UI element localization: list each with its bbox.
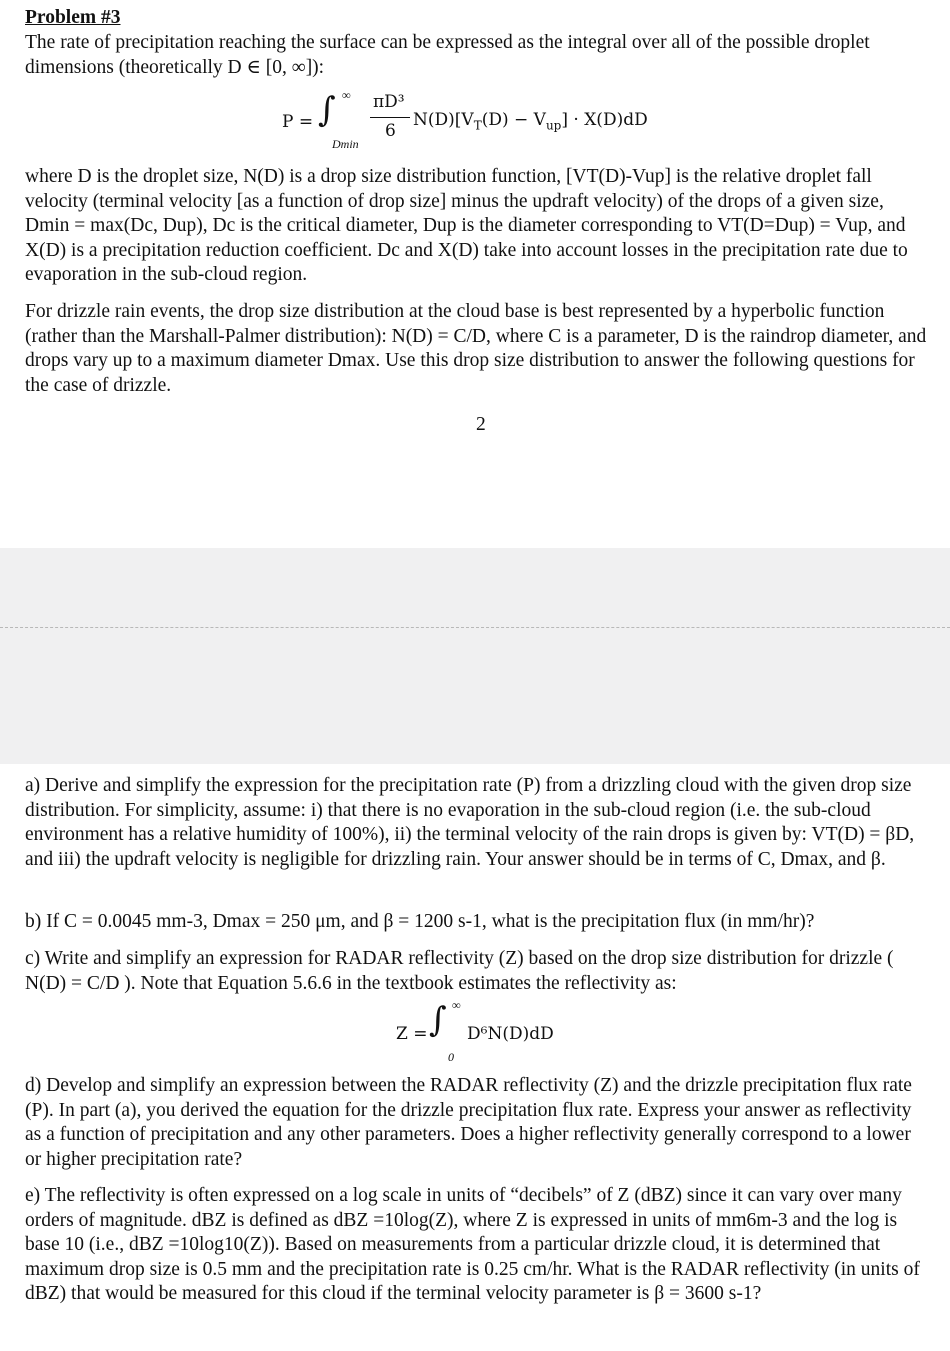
page-number: 2 (476, 414, 486, 435)
document-page-2 (0, 764, 950, 1351)
eq2-body: D⁶N(D)dD (467, 1024, 554, 1044)
eq1-body: $N(D)[V_T(D) - V_{up}] \cdot X(D)dD$ (413, 110, 648, 133)
page-break-line (0, 627, 950, 628)
document-page-1 (0, 0, 950, 548)
integral-sign-2: ∫ (429, 1000, 447, 1040)
eq1-lower-limit: Dmin (332, 137, 359, 151)
eq1-lhs: P = (282, 112, 314, 132)
intro-paragraph: The rate of precipitation reaching the surface can be expressed as the integral over all of the possible droplet dimensions (theoretically D ∈ [0, ∞]): (25, 32, 870, 78)
question-e: e) The reflectivity is often expressed on a log scale in units of “decibels” of Z (dBZ) since it can vary over many orders of magnitude. dBZ is defined as dBZ =10log(Z), where Z is expressed in units of mm6m-3 and the log is base 10 (i.e., dBZ =10log10(Z)). Based on measurements from a particular drizzle cloud, it is determined that maximum drop size is 0.5 mm and the precipitation rate is 0.25 cm/hr. What is the RADAR reflectivity (in units of dBZ) that would be measured for this cloud if the terminal velocity parameter is β = 3600 s-1? (25, 1185, 920, 1305)
eq1-numerator: πD³ (373, 92, 405, 112)
eq1-denominator: 6 (385, 121, 396, 141)
question-b: b) If C = 0.0045 mm-3, Dmax = 250 μm, and β = 1200 s-1, what is the precipitation flux (in mm/hr)? (25, 911, 815, 932)
problem-title: Problem #3 (25, 7, 121, 28)
eq2-upper-limit: ∞ (452, 998, 461, 1012)
drizzle-paragraph: For drizzle rain events, the drop size distribution at the cloud base is best represented by a hyperbolic function (rather than the Marshall-Palmer distribution): N(D) = C/D, where C is a parameter, D is the raindrop diameter, and drops vary up to a maximum diameter Dmax. Use this drop size distribution to answer the following questions for the case of drizzle. (25, 301, 927, 396)
eq1-upper-limit: ∞ (342, 88, 351, 102)
eq1-fraction-bar (370, 117, 410, 118)
definitions-paragraph: where D is the droplet size, N(D) is a drop size distribution function, [VT(D)-Vup] is the relative droplet fall velocity (terminal velocity [as a function of drop size] minus the updraft velocity) of the drops of a given size, Dmin = max(Dc, Dup), Dc is the critical diameter, Dup is the diameter corresponding to VT(D=Dup) = Vup, and X(D) is a precipitation reduction coefficient. Dc and X(D) take into account losses in the precipitation rate due to evaporation in the sub-cloud region. (25, 166, 908, 286)
page-gap (0, 548, 950, 764)
eq2-lower-limit: 0 (448, 1050, 454, 1064)
eq2-lhs: Z = (396, 1024, 428, 1044)
question-c: c) Write and simplify an expression for RADAR reflectivity (Z) based on the drop size distribution for drizzle ( N(D) = C/D ). Note that Equation 5.6.6 in the textbook estimates the reflectivity as: (25, 948, 894, 994)
question-d: d) Develop and simplify an expression between the RADAR reflectivity (Z) and the drizzle precipitation flux rate (P). In part (a), you derived the equation for the drizzle precipitation flux rate. Express your answer as reflectivity as a function of precipitation and any other parameters. Does a higher reflectivity generally correspond to a lower or higher precipitation rate? (25, 1075, 912, 1170)
question-a: a) Derive and simplify the expression for the precipitation rate (P) from a drizzling cloud with the given drop size distribution. For simplicity, assume: i) that there is no evaporation in the sub-cloud region (i.e. the sub-cloud environment has a relative humidity of 100%), ii) the terminal velocity of the rain drops is given by: VT(D) = βD, and iii) the updraft velocity is negligible for drizzling rain. Your answer should be in terms of C, Dmax, and β. (25, 775, 915, 870)
integral-sign: ∫ (318, 90, 336, 130)
